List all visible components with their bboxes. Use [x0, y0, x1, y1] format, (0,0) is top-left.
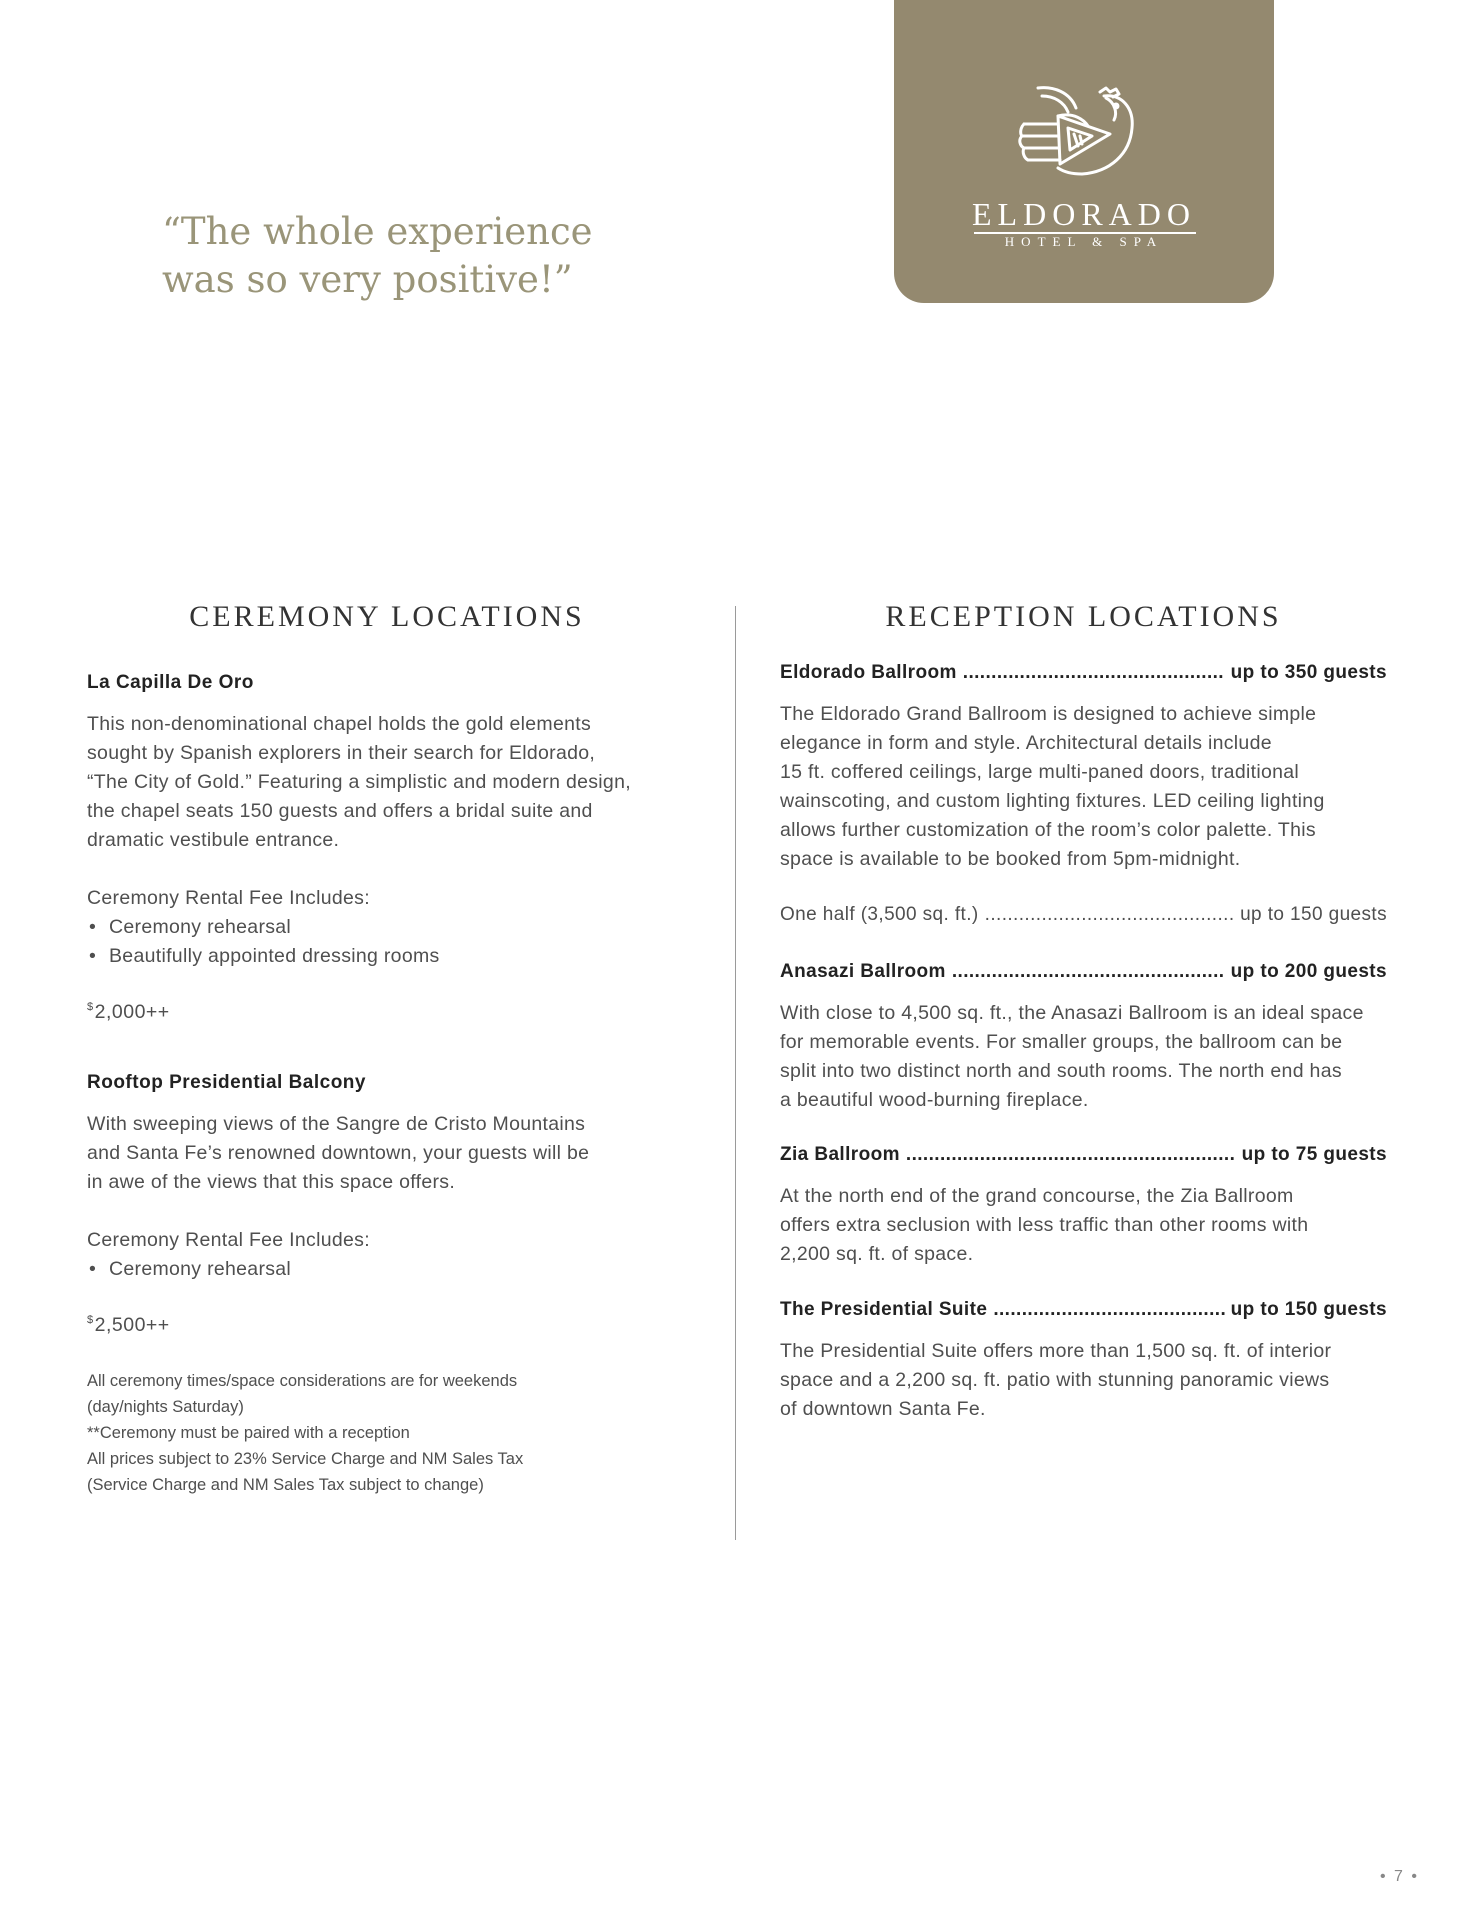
column-divider — [735, 606, 736, 1540]
quote-line: was so very positive!” — [162, 258, 573, 301]
venue-heading-row — [780, 1144, 1387, 1166]
description-line: This non-denominational chapel holds the gold elements — [87, 713, 592, 735]
price-value: 2,500++ — [94, 1314, 170, 1336]
list-item: • Ceremony rehearsal — [87, 1255, 687, 1284]
venue-name: Rooftop Presidential Balcony — [87, 1072, 366, 1093]
fee-label: Ceremony Rental Fee Includes: — [87, 887, 370, 909]
description-line: 15 ft. coffered ceilings, large multi-paned doors, traditional — [780, 761, 1300, 783]
description-line: The Eldorado Grand Ballroom is designed to achieve simple — [780, 703, 1317, 725]
dot-leader — [993, 1299, 1224, 1321]
venue-price — [87, 1001, 687, 1024]
description-line: “The City of Gold.” Featuring a simplistic and modern design, — [87, 771, 631, 793]
venue-description — [780, 999, 1387, 1115]
section-title: RECEPTION LOCATIONS — [885, 600, 1282, 633]
description-line: dramatic vestibule entrance. — [87, 829, 340, 851]
venue-heading-row — [780, 961, 1387, 983]
description-line: for memorable events. For smaller groups, the ballroom can be — [780, 1031, 1343, 1053]
venue-description — [780, 1337, 1387, 1424]
venue-capacity: up to 75 guests — [1241, 1144, 1387, 1165]
price-value: 2,000++ — [94, 1001, 170, 1023]
subdivision-capacity: up to 150 guests — [1240, 904, 1387, 925]
venue-heading-row — [780, 1299, 1387, 1321]
note-line: All prices subject to 23% Service Charge and NM Sales Tax — [87, 1450, 524, 1468]
description-line: in awe of the views that this space offers. — [87, 1171, 456, 1193]
section-title: CEREMONY LOCATIONS — [189, 600, 585, 633]
venue-capacity: up to 150 guests — [1230, 1299, 1387, 1320]
venue-subdivision-row — [780, 904, 1387, 926]
price-symbol: $ — [87, 1001, 94, 1013]
dot-leader — [952, 961, 1225, 983]
venue-heading-row — [780, 662, 1387, 684]
venue-name: Eldorado Ballroom — [780, 662, 957, 683]
description-line: The Presidential Suite offers more than 1,500 sq. ft. of interior — [780, 1340, 1332, 1362]
description-line: a beautiful wood-burning fireplace. — [780, 1089, 1089, 1111]
description-line: With close to 4,500 sq. ft., the Anasazi Ballroom is an ideal space — [780, 1002, 1364, 1024]
fee-label: Ceremony Rental Fee Includes: — [87, 1229, 370, 1251]
note-line: (day/nights Saturday) — [87, 1398, 244, 1416]
includes-list — [87, 913, 687, 971]
bird-hand-logo-icon — [1018, 82, 1150, 182]
description-line: space and a 2,200 sq. ft. patio with stunning panoramic views — [780, 1369, 1330, 1391]
note-line: (Service Charge and NM Sales Tax subject to change) — [87, 1476, 484, 1494]
venue-name: The Presidential Suite — [780, 1299, 988, 1320]
venue-description — [780, 1182, 1387, 1269]
venue-name: La Capilla De Oro — [87, 672, 254, 693]
description-line: At the north end of the grand concourse, the Zia Ballroom — [780, 1185, 1294, 1207]
list-item: • Beautifully appointed dressing rooms — [87, 942, 687, 971]
description-line: space is available to be booked from 5pm-midnight. — [780, 848, 1241, 870]
description-line: offers extra seclusion with less traffic than other rooms with — [780, 1214, 1309, 1236]
description-line: 2,200 sq. ft. of space. — [780, 1243, 974, 1265]
price-symbol: $ — [87, 1314, 94, 1326]
fine-print-notes — [87, 1368, 687, 1498]
hotel-logo — [894, 0, 1274, 303]
page-number: • 7 • — [1380, 1868, 1419, 1885]
description-line: sought by Spanish explorers in their search for Eldorado, — [87, 742, 596, 764]
venue-description — [87, 1110, 687, 1197]
dot-leader — [906, 1144, 1236, 1166]
venue-name: Anasazi Ballroom — [780, 961, 946, 982]
subdivision-name: One half (3,500 sq. ft.) — [780, 904, 979, 925]
venue-description — [87, 710, 687, 855]
note-line: **Ceremony must be paired with a reception — [87, 1424, 410, 1442]
description-line: the chapel seats 150 guests and offers a bridal suite and — [87, 800, 593, 822]
logo-name: ELDORADO — [972, 196, 1196, 232]
dot-leader — [985, 904, 1234, 926]
description-line: elegance in form and style. Architectural details include — [780, 732, 1272, 754]
quote-line: “The whole experience — [162, 210, 593, 253]
list-item: • Ceremony rehearsal — [87, 913, 687, 942]
logo-subtitle: HOTEL & SPA — [1004, 234, 1164, 249]
dot-leader — [963, 662, 1225, 684]
venue-name: Zia Ballroom — [780, 1144, 900, 1165]
description-line: wainscoting, and custom lighting fixtures. LED ceiling lighting — [780, 790, 1325, 812]
venue-capacity: up to 200 guests — [1230, 961, 1387, 982]
venue-price — [87, 1314, 687, 1337]
description-line: With sweeping views of the Sangre de Cristo Mountains — [87, 1113, 586, 1135]
includes-list — [87, 1255, 687, 1284]
note-line: All ceremony times/space considerations are for weekends — [87, 1372, 518, 1390]
description-line: allows further customization of the room’s color palette. This — [780, 819, 1316, 841]
description-line: and Santa Fe’s renowned downtown, your guests will be — [87, 1142, 590, 1164]
venue-description — [780, 700, 1387, 874]
description-line: of downtown Santa Fe. — [780, 1398, 986, 1420]
venue-capacity: up to 350 guests — [1230, 662, 1387, 683]
description-line: split into two distinct north and south rooms. The north end has — [780, 1060, 1342, 1082]
testimonial-quote — [162, 208, 622, 304]
